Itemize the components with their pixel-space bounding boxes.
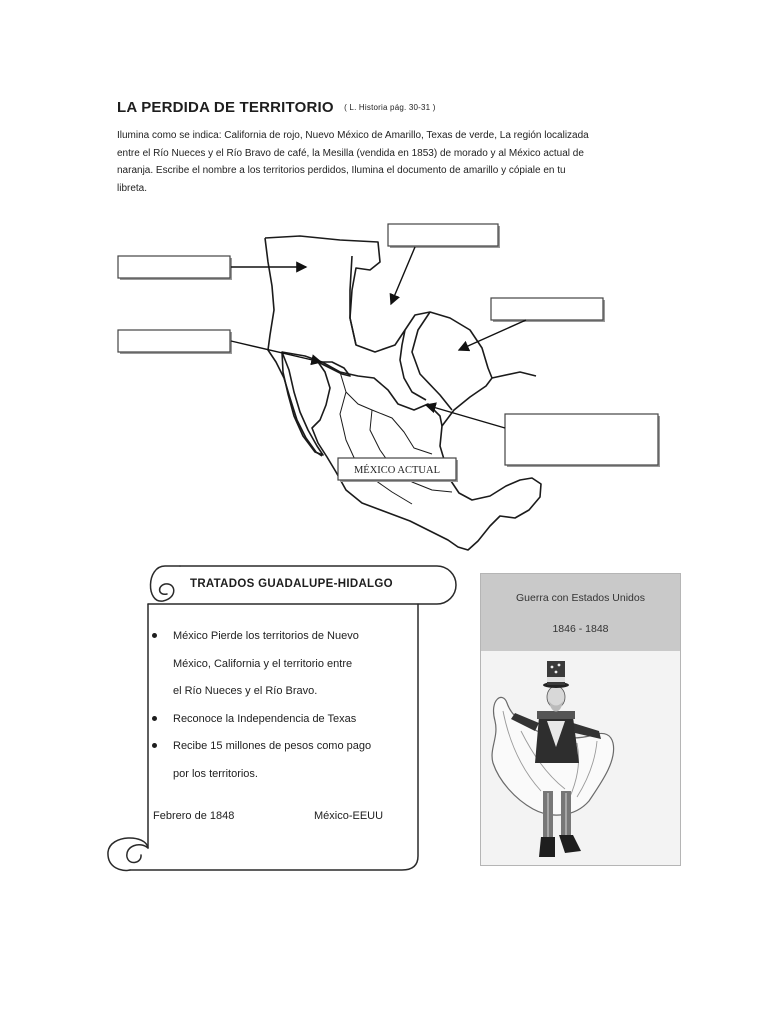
instructions-line: naranja. Escribe el nombre a los territorios perdidos, Ilumina el documento de amarillo y cópiale en tu — [117, 165, 566, 176]
poster-header-band — [481, 574, 680, 651]
treaty-bullet — [152, 626, 414, 709]
bullet-dot — [152, 716, 157, 721]
face — [547, 686, 565, 708]
texas-divide — [400, 330, 426, 400]
instructions-line: libreta. — [117, 182, 148, 194]
arrow-nueces-bravo — [426, 405, 505, 428]
arrow-texas — [459, 320, 526, 350]
bullet-line: México Pierde los territorios de Nuevo — [173, 630, 359, 642]
bullet-dot — [152, 633, 157, 638]
bullet-line: el Río Nueces y el Río Bravo. — [173, 685, 318, 697]
answer-box-nueces-bravo — [505, 414, 658, 465]
treaty-bullet — [152, 736, 414, 791]
bullet-line: México, California y el territorio entre — [173, 657, 353, 670]
scroll-top-curl — [150, 566, 180, 601]
historic-mexico-outline — [265, 236, 541, 550]
war-poster — [480, 573, 681, 866]
left-boot — [539, 837, 555, 857]
instructions-line: Ilumina como se indica: California de rojo, Nuevo México de Amarillo, Texas de verde, La región localizada — [117, 130, 589, 141]
answer-box-california — [118, 256, 230, 278]
poster-title: Guerra con Estados Unidos — [516, 592, 645, 604]
uncle-sam-illustration — [481, 651, 680, 865]
title-reference: ( L. Historia pág. 30-31 ) — [344, 103, 436, 112]
bullet-line: Recibe 15 millones de pesos como pago — [173, 740, 372, 752]
poster-years: 1846 - 1848 — [552, 623, 609, 635]
right-boot — [559, 835, 581, 853]
answer-box-texas — [491, 298, 603, 320]
treaty-bullets — [152, 626, 414, 791]
title-text: LA PERDIDA DE TERRITORIO — [117, 99, 334, 116]
answer-box-la-mesilla — [118, 330, 230, 352]
arrow-la-mesilla — [231, 341, 321, 362]
arrow-nuevo-mexico — [391, 247, 415, 304]
treaty-parties: México-EEUU — [314, 810, 384, 822]
arrows — [231, 247, 526, 428]
treaty-title: TRATADOS GUADALUPE-HIDALGO — [190, 578, 393, 590]
current-border-line — [282, 352, 442, 426]
bullet-line: por los territorios. — [173, 767, 258, 780]
scroll-bottom-curl — [108, 838, 148, 871]
bullet-line: Reconoce la Independencia de Texas — [173, 712, 357, 725]
interior-state-lines — [340, 372, 452, 504]
answer-box-nuevo-mexico — [388, 224, 498, 246]
treaty-date: Febrero de 1848 — [153, 810, 235, 822]
answer-boxes — [118, 224, 660, 467]
mexico-actual-label: MÉXICO ACTUAL — [353, 465, 441, 476]
treaty-bullet — [152, 709, 414, 737]
bullet-dot — [152, 743, 157, 748]
instructions-line: entre el Río Nueces y el Río Bravo de café, la Mesilla (vendida en 1853) de morado y al México actual de — [117, 147, 584, 159]
